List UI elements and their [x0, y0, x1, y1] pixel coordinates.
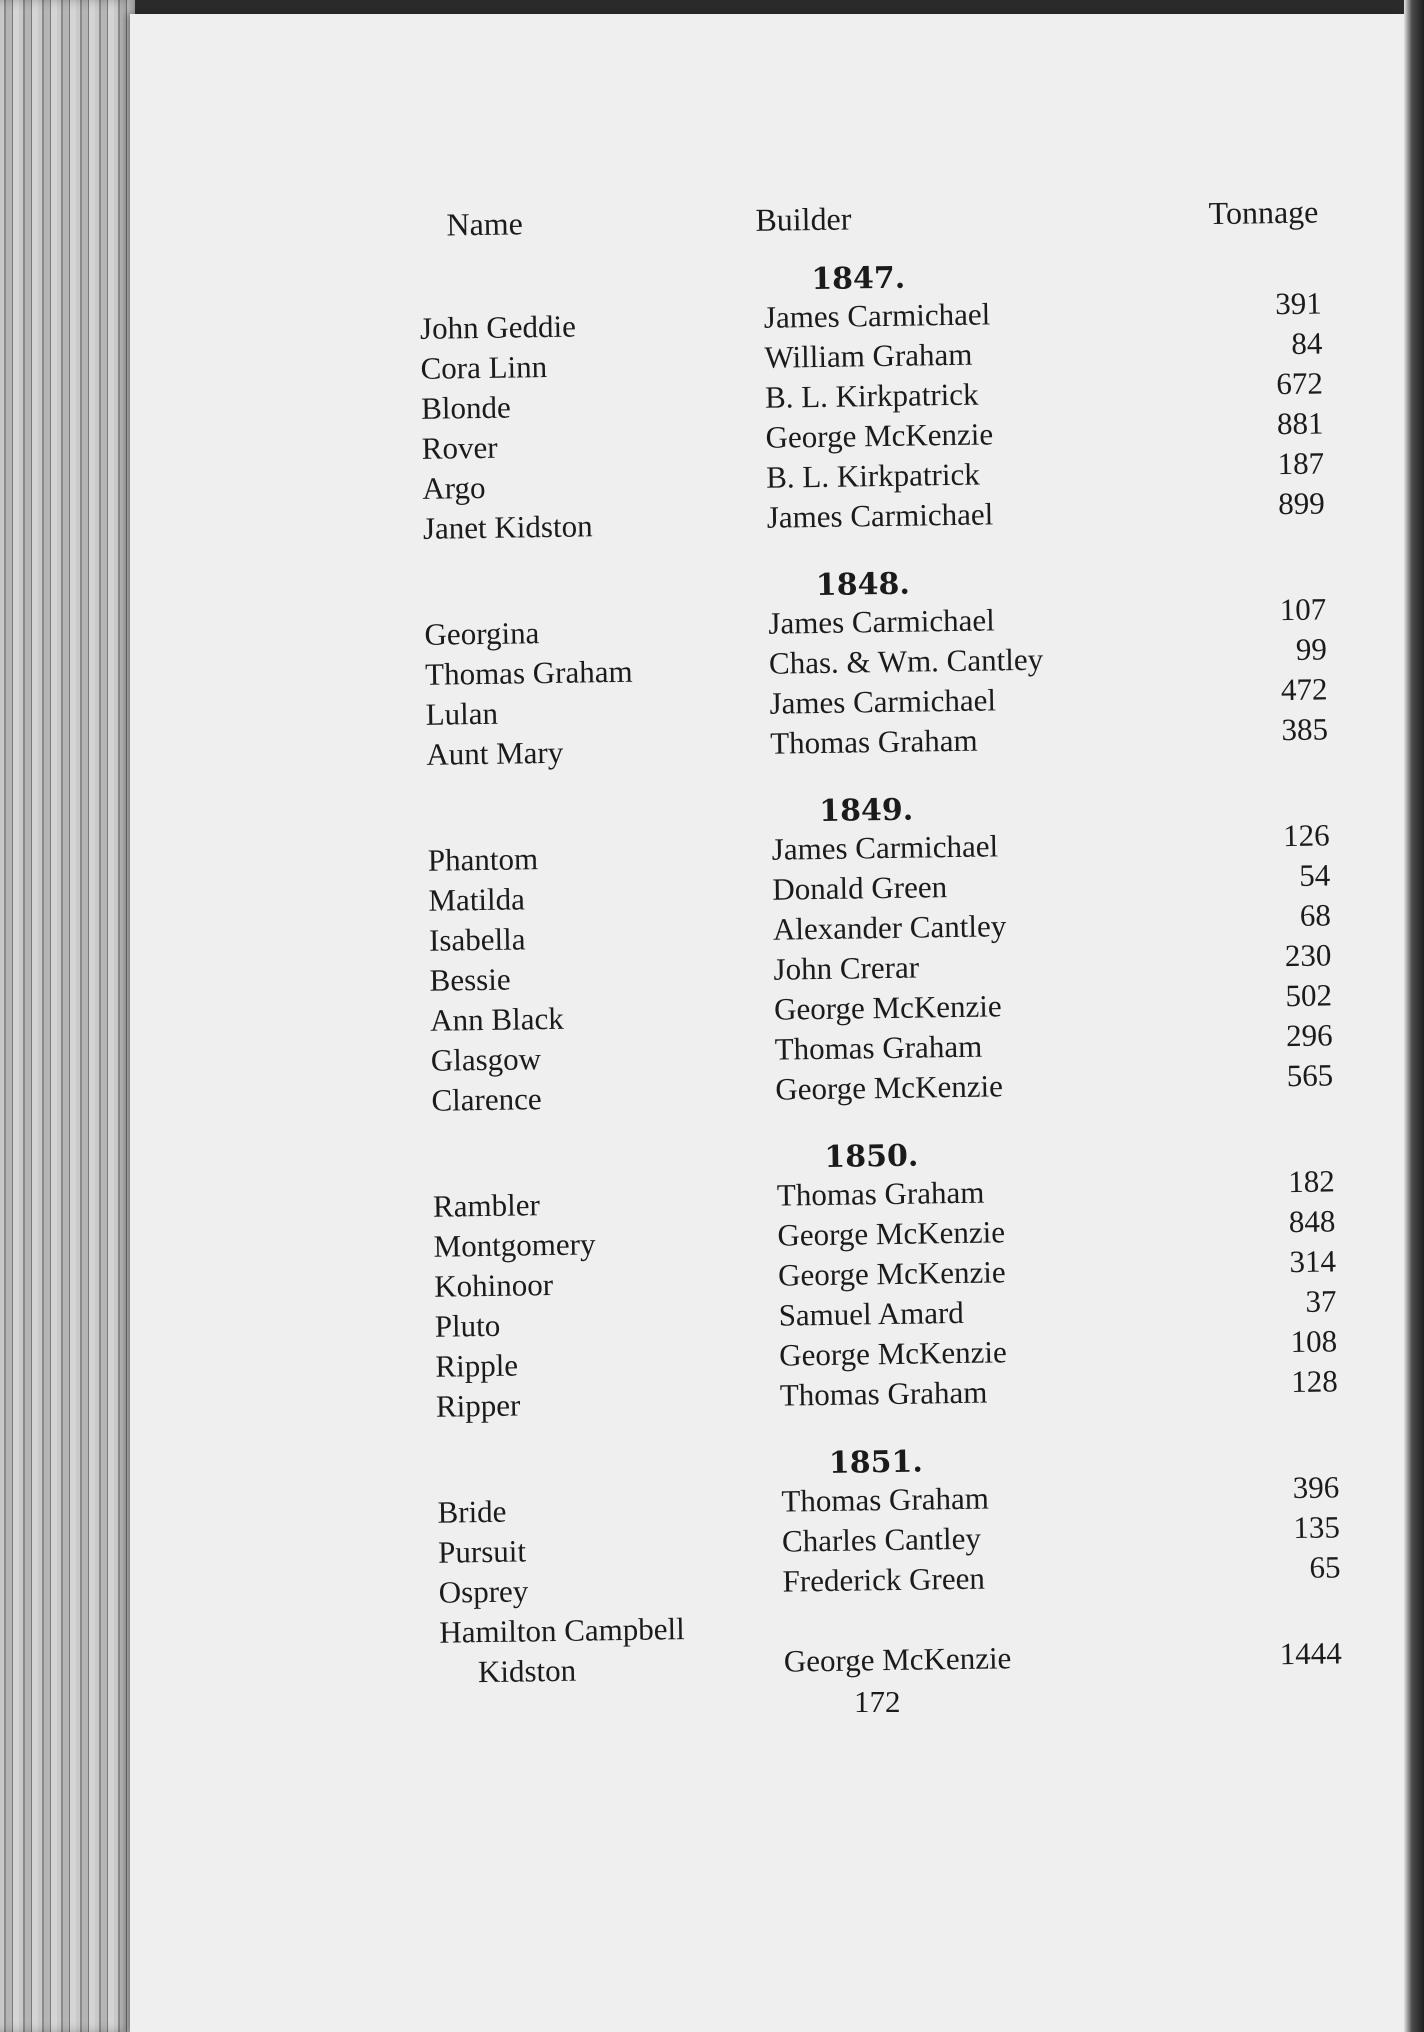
ship-builder: James Carmichael [763, 296, 991, 335]
ship-name: Aunt Mary [426, 734, 564, 772]
ship-name: Pluto [434, 1307, 501, 1344]
ship-builder: James Carmichael [768, 602, 996, 641]
ship-tonnage: 37 [1305, 1283, 1337, 1319]
ship-name: Georgina [424, 615, 540, 652]
ship-name: Hamilton Campbell [439, 1611, 685, 1650]
ship-name: Janet Kidston [422, 508, 593, 546]
ship-tonnage: 502 [1285, 977, 1333, 1014]
ship-tonnage: 187 [1277, 445, 1325, 482]
ship-name: Ripple [435, 1347, 519, 1384]
ship-builder: Frederick Green [782, 1560, 986, 1599]
header-builder: Builder [755, 200, 852, 238]
header-name: Name [446, 205, 524, 243]
scan-border-right [1404, 0, 1424, 2032]
ship-name: Blonde [420, 389, 511, 426]
ship-tonnage: 396 [1292, 1469, 1340, 1506]
ship-builder: Donald Green [772, 869, 948, 907]
ship-tonnage: 881 [1276, 405, 1324, 442]
ship-name-continuation: Kidston [477, 1652, 577, 1690]
ship-tonnage: 126 [1282, 817, 1330, 854]
year-heading: 1849. [818, 792, 914, 829]
ship-name: Cora Linn [420, 348, 548, 386]
ship-tonnage: 296 [1285, 1017, 1333, 1054]
ship-name: Bride [437, 1493, 507, 1530]
ship-name: Rambler [432, 1187, 541, 1224]
ship-tonnage: 99 [1295, 631, 1328, 667]
ship-name: Lulan [425, 695, 499, 732]
ship-tonnage: 230 [1284, 937, 1332, 974]
ship-builder: George McKenzie [778, 1334, 1008, 1373]
ship-tonnage: 314 [1289, 1243, 1337, 1280]
ship-builder: George McKenzie [783, 1640, 1012, 1679]
ship-name: Glasgow [430, 1041, 542, 1078]
year-heading: 1848. [815, 566, 911, 604]
ship-tonnage: 54 [1298, 857, 1331, 893]
ship-builder: Thomas Graham [776, 1174, 985, 1213]
ship-tonnage: 1444 [1279, 1635, 1342, 1672]
ship-builder: Alexander Cantley [772, 908, 1007, 947]
ship-tonnage: 182 [1287, 1163, 1335, 1200]
ship-tonnage: 135 [1293, 1509, 1341, 1546]
table-header [410, 182, 1321, 255]
ship-name: John Geddie [419, 308, 577, 346]
ship-name: Rover [421, 429, 498, 466]
year-heading: 1850. [824, 1138, 919, 1175]
ship-builder: George McKenzie [775, 1068, 1004, 1107]
header-tonnage: Tonnage [1208, 193, 1319, 232]
ship-builder: B. L. Kirkpatrick [765, 456, 980, 495]
ship-tonnage: 108 [1290, 1323, 1338, 1360]
ship-tonnage: 385 [1281, 711, 1329, 748]
ship-name: Pursuit [437, 1533, 527, 1570]
ship-builder: Thomas Graham [774, 1028, 983, 1067]
ship-builder: George McKenzie [777, 1254, 1006, 1293]
ship-register-table [410, 182, 1342, 1691]
ship-name: Thomas Graham [424, 653, 633, 692]
ship-builder: George McKenzie [765, 416, 994, 455]
ship-builder: James Carmichael [769, 682, 997, 721]
year-heading: 1847. [811, 260, 906, 298]
year-heading: 1851. [828, 1444, 924, 1481]
ship-tonnage: 84 [1291, 325, 1323, 361]
ship-name: Ripper [435, 1387, 521, 1424]
ship-builder: Thomas Graham [769, 722, 978, 761]
ship-builder: William Graham [764, 336, 973, 375]
page-number: 172 [854, 1684, 901, 1719]
ship-name: Bessie [429, 961, 511, 998]
ship-builder: Thomas Graham [781, 1480, 990, 1519]
ship-name: Ann Black [429, 1000, 564, 1038]
ship-name: Isabella [428, 921, 526, 958]
ship-tonnage: 899 [1277, 485, 1325, 522]
ship-tonnage: 128 [1290, 1363, 1338, 1400]
ship-builder: James Carmichael [766, 496, 994, 535]
ship-name: Kohinoor [433, 1267, 554, 1304]
ship-builder: James Carmichael [771, 828, 999, 867]
ship-tonnage: 107 [1279, 591, 1327, 628]
ship-tonnage: 472 [1280, 671, 1328, 708]
ship-tonnage: 68 [1299, 897, 1332, 933]
book-page-edges [0, 0, 135, 2032]
ship-builder: George McKenzie [777, 1214, 1006, 1253]
ship-name: Osprey [438, 1573, 529, 1610]
ship-name-multiline [439, 1608, 770, 1693]
ship-name: Phantom [427, 841, 539, 878]
ship-name: Montgomery [433, 1226, 596, 1264]
table-row [431, 1597, 1342, 1690]
ship-tonnage: 565 [1286, 1057, 1334, 1094]
ship-builder: B. L. Kirkpatrick [764, 376, 979, 415]
ship-builder: John Crerar [773, 949, 920, 987]
ship-builder: Thomas Graham [779, 1374, 988, 1413]
ship-tonnage: 848 [1288, 1203, 1336, 1240]
ship-tonnage: 672 [1276, 365, 1324, 402]
ship-builder: Chas. & Wm. Cantley [768, 641, 1044, 681]
ship-builder: Charles Cantley [781, 1520, 982, 1559]
ship-builder: Samuel Amard [778, 1294, 965, 1333]
ship-name: Clarence [431, 1081, 542, 1118]
ship-tonnage: 65 [1309, 1549, 1341, 1585]
ship-name: Argo [422, 469, 486, 506]
ship-builder: George McKenzie [773, 988, 1002, 1027]
ship-name: Matilda [428, 881, 526, 918]
ship-tonnage: 391 [1274, 285, 1322, 322]
